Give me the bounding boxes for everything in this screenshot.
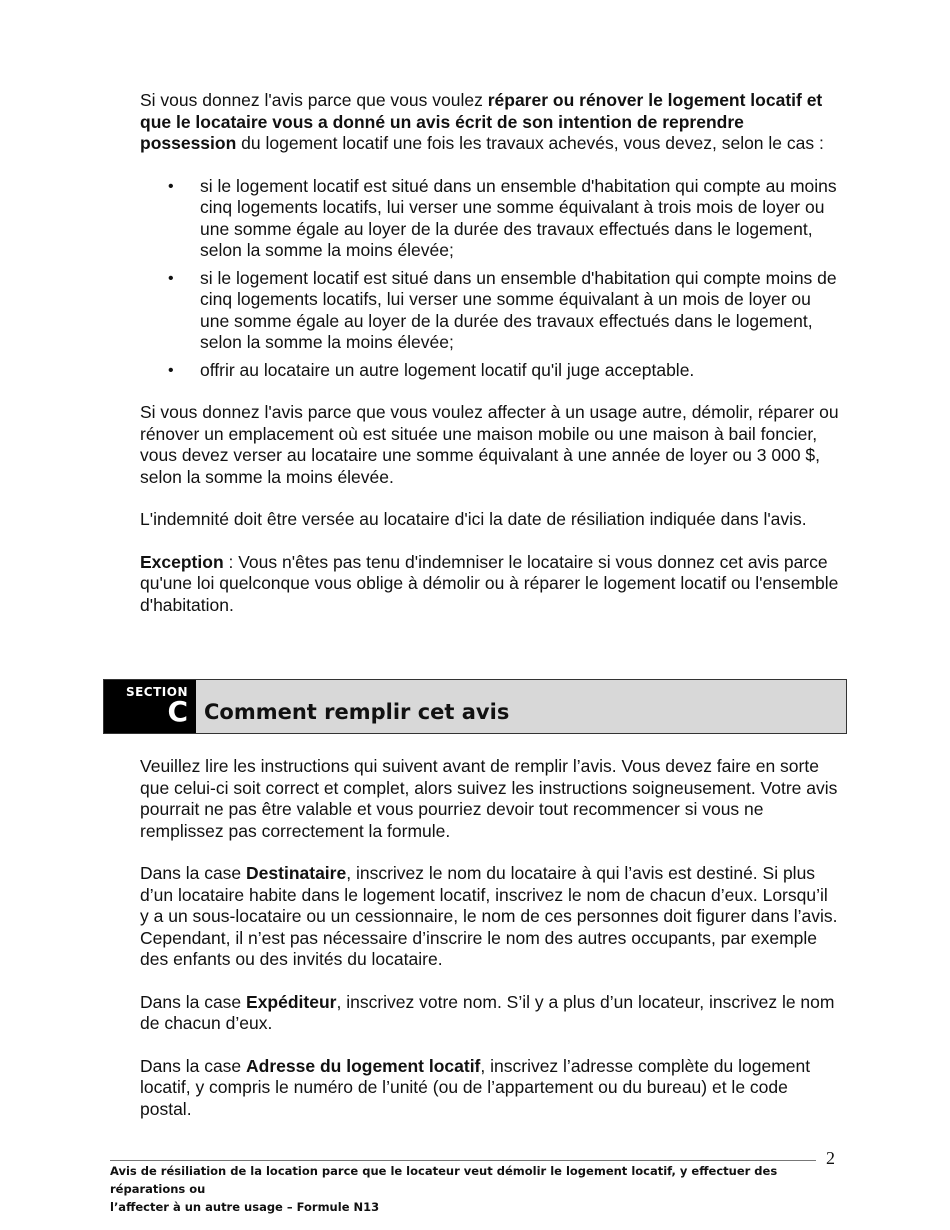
section-word: SECTION [125,685,188,699]
repair-renovate-paragraph: Si vous donnez l'avis parce que vous voulez réparer ou rénover le logement locatif et que le locataire vous a donné un avis écrit de son intention de reprendre possession du logement locatif une fois les travaux achevés, vous devez, selon le cas : [140,90,824,153]
footer-divider [110,1160,816,1161]
bullet-icon: • [168,177,174,195]
payment-deadline-paragraph: L'indemnité doit être versée au locataire d'ici la date de résiliation indiquée dans l'avis. [140,509,807,529]
adresse-paragraph: Dans la case Adresse du logement locatif, inscrivez l’adresse complète du logement locatif, y compris le numéro de l’unité (ou de l’appartement ou du bureau) et le code postal. [140,1055,811,1119]
list-item: • si le logement locatif est situé dans un ensemble d'habitation qui compte moins de cinq logements locatifs, lui verser une somme équivalant à un mois de loyer ou une somme égale au loyer de la durée des travaux effectués dans le logement, selon la somme la moins élevée; [168,267,837,352]
destinataire-paragraph: Dans la case Destinataire, inscrivez le nom du locataire à qui l’avis est destiné. Si plus d’un locataire habite dans le logement locatif, inscrivez le nom de chacun d’eux. Lorsqu’il y a un sous-locataire ou un cessionnaire, le nom de ces personnes doit figurer dans l’avis. Cependant, il n’est pas nécessaire d’inscrire le nom des autres occupants, par exemple des enfants ou des invités du locataire. [140,863,838,969]
list-item: • si le logement locatif est situé dans un ensemble d'habitation qui compte au moins cinq logements locatifs, lui verser une somme équivalant à trois mois de loyer ou une somme égale au loyer de la durée des travaux effectués dans le logement, selon la somme la moins élevée; [168,175,837,260]
footer-line-1: Avis de résiliation de la location parce que le locateur veut démolir le logement locatif, y effectuer des réparations ou [110,1164,778,1196]
footer-form-title [110,1162,810,1216]
section-letter: C [167,695,188,728]
compensation-options-list [140,176,840,382]
expediteur-paragraph: Dans la case Expéditeur, inscrivez votre nom. S’il y a plus d’un locateur, inscrivez le nom de chacun d’eux. [140,991,835,1033]
section-label-box [104,680,196,733]
section-c-content [140,756,840,1141]
exception-paragraph: Exception : Vous n'êtes pas tenu d'indemniser le locataire si vous donnez cet avis parce qu'une loi quelconque vous oblige à démolir ou à réparer le logement locatif ou l'ensemble d'habitation. [140,551,839,615]
section-title: Comment remplir cet avis [204,700,510,724]
page-number: 2 [826,1148,835,1168]
bullet-icon: • [168,269,174,287]
bullet-icon: • [168,361,174,379]
footer-line-2: l’affecter à un autre usage – Formule N13 [110,1200,380,1214]
section-b-content [140,90,840,637]
list-item: • offrir au locataire un autre logement locatif qu'il juge acceptable. [168,359,695,380]
section-c-header [103,679,847,734]
mobile-home-paragraph: Si vous donnez l'avis parce que vous voulez affecter à un usage autre, démolir, réparer ou rénover un emplacement où est située une maison mobile ou une maison à bail foncier, vous devez verser au locataire une somme équivalant à une année de loyer ou 3 000 $, selon la somme la moins élevée. [140,402,839,487]
instructions-intro: Veuillez lire les instructions qui suivent avant de remplir l’avis. Vous devez faire en sorte que celui-ci soit correct et complet, alors suivez les instructions soigneusement. Votre avis pourrait ne pas être valable et vous pourriez devoir tout recommencer si vous ne remplissez pas correctement la formule. [140,756,838,841]
